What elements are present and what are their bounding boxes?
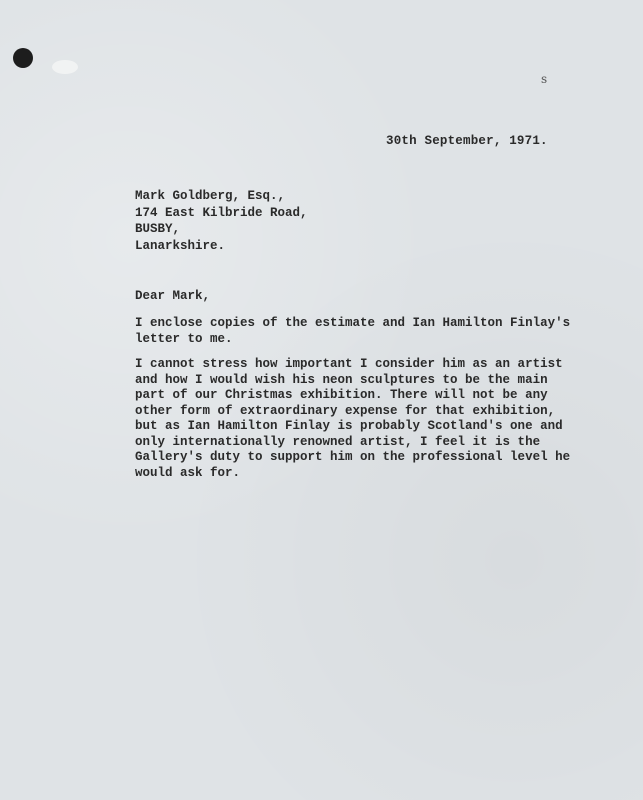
address-line: Mark Goldberg, Esq., xyxy=(135,189,286,203)
letter-date: 30th September, 1971. xyxy=(386,134,548,148)
punch-hole-shadow xyxy=(52,60,78,74)
paragraph-line: I cannot stress how important I consider him as an artist xyxy=(135,357,563,371)
paragraph-line: and how I would wish his neon sculptures to be the main xyxy=(135,372,548,387)
paragraph-line: Gallery's duty to support him on the professional level he xyxy=(135,450,571,464)
paragraph-line: would ask for. xyxy=(135,465,241,480)
corner-mark: s xyxy=(541,72,548,86)
punch-hole xyxy=(13,48,33,68)
paragraph-line: I enclose copies of the estimate and Ian Hamilton Finlay's xyxy=(135,316,571,330)
paragraph-line: but as Ian Hamilton Finlay is probably Scotland's one and xyxy=(135,419,563,433)
address-line: Lanarkshire. xyxy=(135,238,226,253)
paragraph-line: only internationally renowned artist, I feel it is the xyxy=(135,434,541,449)
paragraph-enclosure xyxy=(135,316,571,347)
paragraph-line: letter to me. xyxy=(135,331,233,346)
address-line: BUSBY, xyxy=(135,222,181,236)
paragraph-line: other form of extraordinary expense for that exhibition, xyxy=(135,403,556,418)
recipient-address xyxy=(135,188,308,254)
salutation: Dear Mark, xyxy=(135,289,211,303)
paragraph-line: part of our Christmas exhibition. There will not be any xyxy=(135,388,548,402)
address-line: 174 East Kilbride Road, xyxy=(135,205,308,220)
paragraph-main xyxy=(135,357,571,481)
